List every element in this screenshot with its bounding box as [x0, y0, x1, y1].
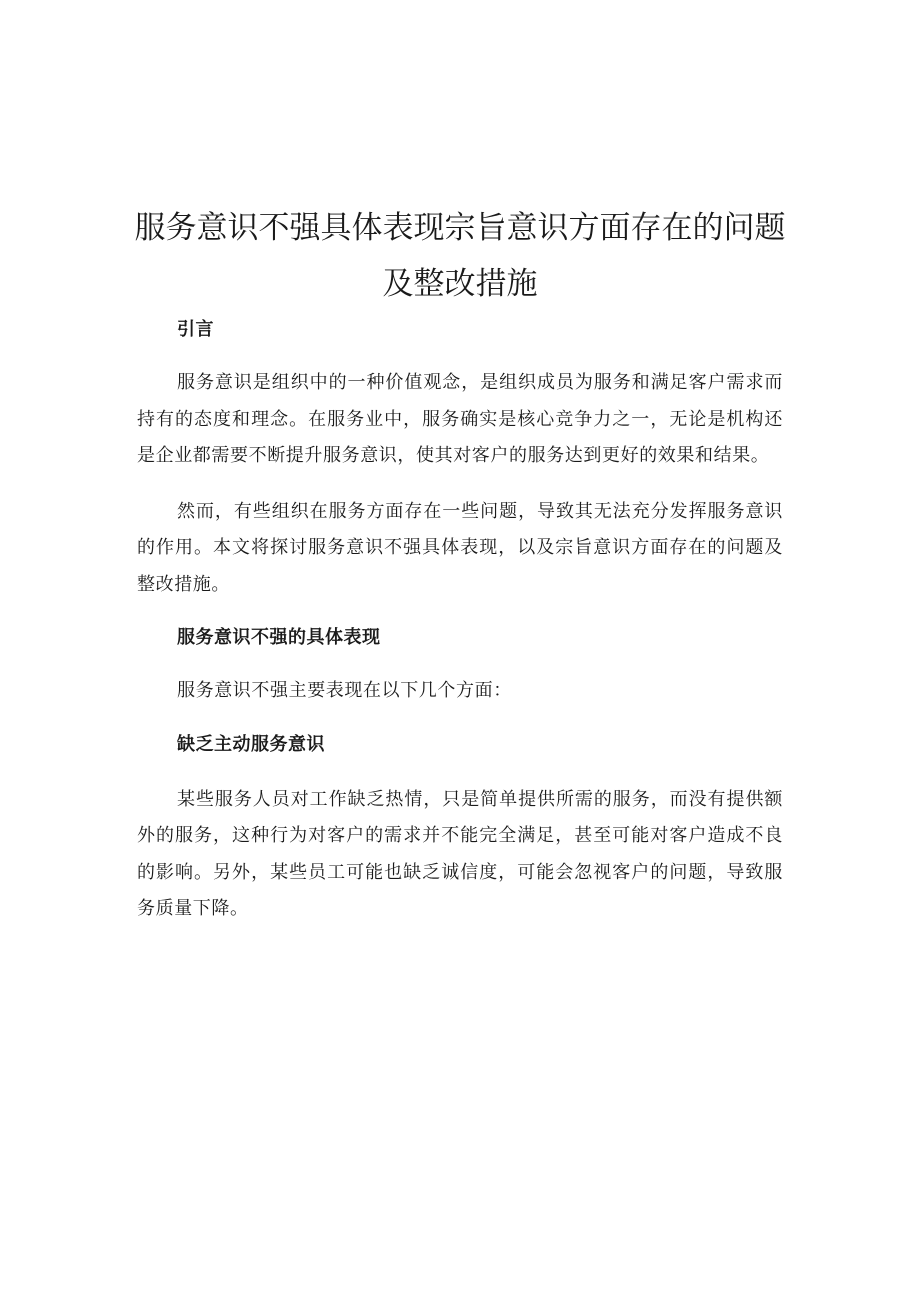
spacer	[137, 475, 783, 494]
intro-paragraph-2: 然而，有些组织在服务方面存在一些问题，导致其无法充分发挥服务意识的作用。本文将探讨服务意识不强具体表现，以及宗旨意识方面存在的问题及整改措施。	[137, 500, 783, 595]
section1-heading: 服务意识不强的具体表现	[177, 627, 381, 648]
intro-paragraph-1: 服务意识是组织中的一种价值观念，是组织成员为服务和满足客户需求而持有的态度和理念。在服务业中，服务确实是核心竞争力之一，无论是机构还是企业都需要不断提升服务意识，使其对客户的服务达到更好的效果和结果。	[137, 372, 783, 466]
spacer	[137, 348, 783, 365]
document-title: 服务意识不强具体表现宗旨意识方面存在的问题及整改措施	[134, 210, 786, 302]
intro-heading: 引言	[177, 319, 214, 340]
spacer	[137, 763, 783, 782]
section1-intro: 服务意识不强主要表现在以下几个方面：	[177, 680, 512, 701]
spacer	[137, 710, 783, 727]
spacer	[137, 603, 783, 620]
spacer	[137, 656, 783, 673]
sub1-paragraph-1: 某些服务人员对工作缺乏热情，只是简单提供所需的服务，而没有提供额外的服务，这种行为对客户的需求并不能完全满足，甚至可能对客户造成不良的影响。另外，某些员工可能也缺乏诚信度，可能会忽视客户的问题，导致服务质量下降。	[137, 788, 783, 919]
document-body	[137, 312, 783, 928]
sub1-heading: 缺乏主动服务意识	[177, 733, 325, 755]
